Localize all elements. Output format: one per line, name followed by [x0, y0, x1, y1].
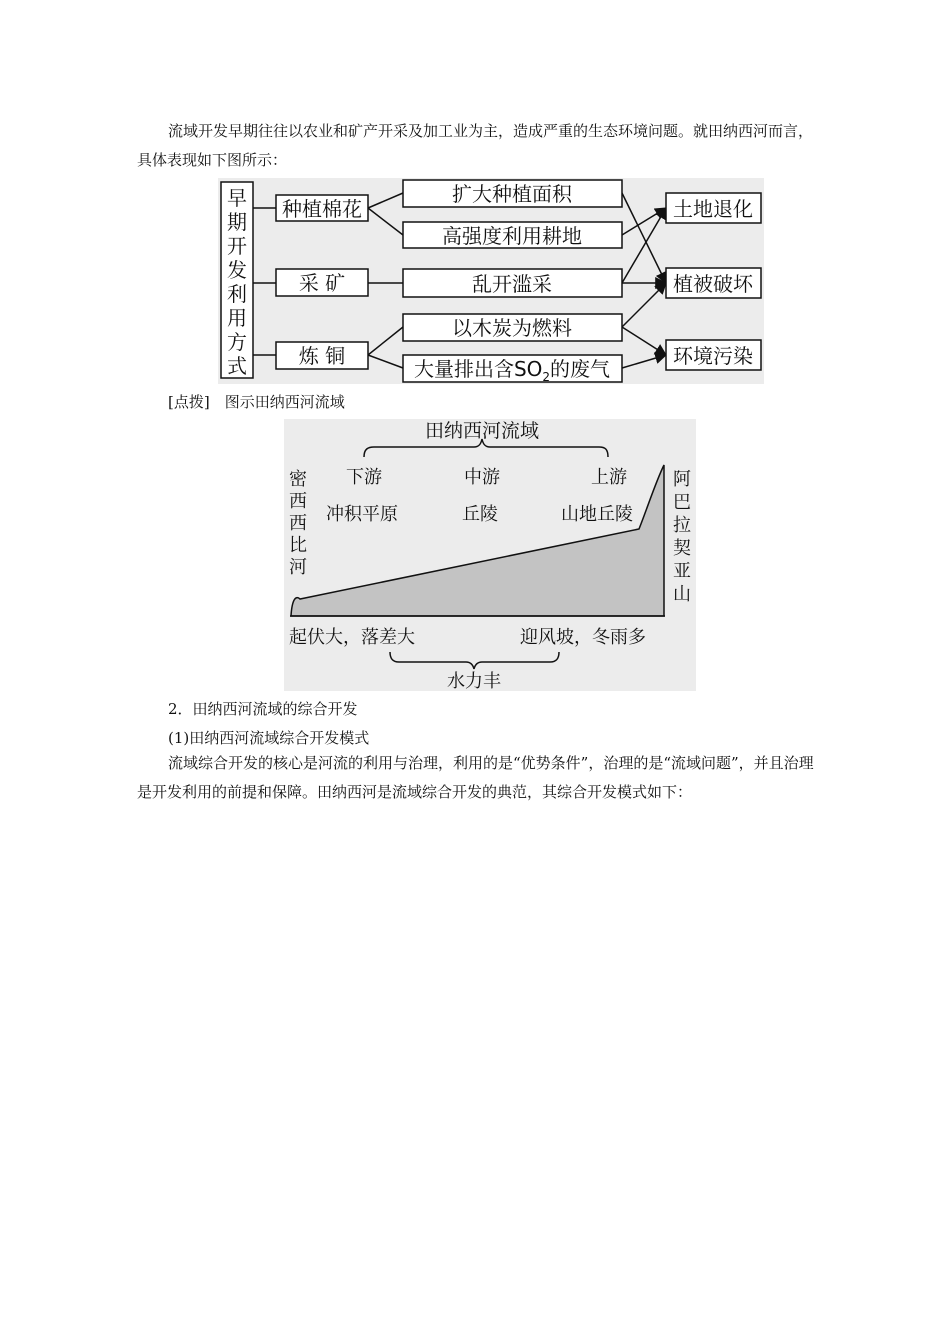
method-label-copper: 炼 铜 [298, 344, 346, 368]
bottom-center-label: 水力丰 [447, 671, 501, 691]
early-development-diagram [218, 178, 764, 384]
title-char: 早 [227, 186, 247, 210]
mountain-char: 山 [673, 584, 691, 605]
reach-upstream: 上游 [591, 467, 627, 488]
bottom-right-label: 迎风坡，冬雨多 [520, 627, 646, 648]
title-char: 期 [227, 210, 247, 234]
subsection-heading: (1)田纳西河流域综合开发模式 [168, 729, 370, 747]
mountain-char: 巴 [673, 492, 691, 513]
mountain-char: 亚 [673, 561, 691, 582]
river-char: 比 [289, 535, 307, 556]
landform-mountain-hills: 山地丘陵 [561, 504, 633, 525]
mountain-char: 契 [673, 538, 691, 559]
method-label-cotton: 种植棉花 [282, 197, 362, 221]
title-char: 用 [227, 306, 247, 330]
river-char: 河 [289, 557, 307, 578]
title-char: 利 [227, 282, 247, 306]
river-char: 密 [289, 469, 307, 490]
result-label-vegetation: 植被破坏 [673, 272, 753, 296]
activity-label-charcoal: 以木炭为燃料 [452, 316, 572, 340]
activity-label-waste-gas: 大量排出含$SO_2$的废气 [413, 357, 611, 384]
title-char: 发 [227, 258, 247, 282]
intro-paragraph: 流域开发早期往往以农业和矿产开采及加工业为主，造成严重的生态环境问题。就田纳西河而言，具体表现如下图所示： [137, 122, 814, 169]
title-char: 开 [227, 234, 247, 258]
reach-downstream: 下游 [346, 467, 382, 488]
bottom-left-label: 起伏大，落差大 [289, 627, 415, 648]
tip-label: [点拨] 图示田纳西河流域 [168, 393, 345, 411]
section-heading: 2．田纳西河流域的综合开发 [168, 700, 358, 718]
river-char: 西 [289, 513, 307, 534]
basin-profile-diagram [284, 419, 696, 691]
mountain-char: 阿 [673, 469, 691, 490]
mountain-char: 拉 [673, 515, 691, 536]
activity-label-intensive: 高强度利用耕地 [442, 224, 582, 248]
method-label-mining: 采 矿 [298, 271, 346, 295]
activity-label-mining: 乱开滥采 [472, 272, 552, 296]
result-label-pollution: 环境污染 [673, 344, 753, 368]
river-char: 西 [289, 491, 307, 512]
landform-hills: 丘陵 [462, 504, 498, 525]
activity-label-expand: 扩大种植面积 [452, 182, 572, 206]
basin-title: 田纳西河流域 [424, 420, 540, 442]
reach-midstream: 中游 [464, 467, 500, 488]
title-char: 式 [227, 354, 247, 378]
landform-plain: 冲积平原 [326, 504, 398, 525]
result-label-land: 土地退化 [673, 197, 753, 221]
body-paragraph: 流域综合开发的核心是河流的利用与治理，利用的是“优势条件”，治理的是“流域问题”，并且治理是开发利用的前提和保障。田纳西河是流域综合开发的典范，其综合开发模式如下： [137, 754, 814, 801]
title-char: 方 [227, 330, 247, 354]
